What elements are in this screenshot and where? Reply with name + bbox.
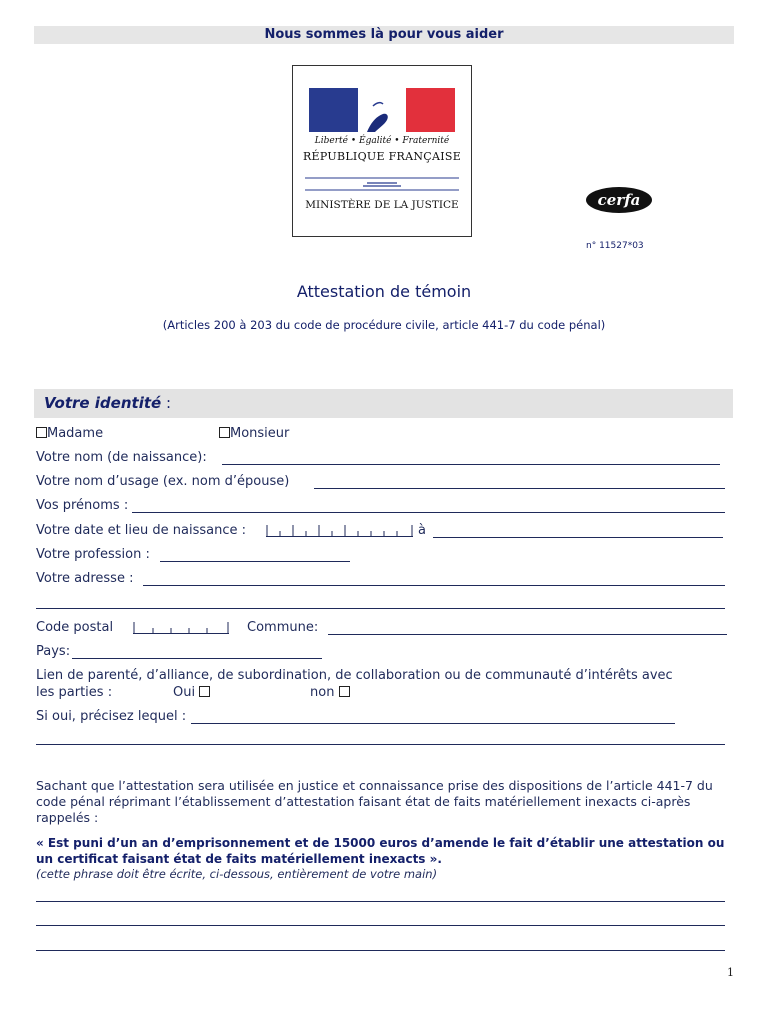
- cerfa-number: n° 11527*03: [586, 241, 644, 251]
- relation-no-label: non: [310, 685, 335, 700]
- republic-motto: Liberté • Égalité • Fraternité: [314, 136, 450, 146]
- birth-name-label: Votre nom (de naissance):: [36, 450, 207, 465]
- first-names-field[interactable]: [132, 512, 725, 513]
- address-field[interactable]: [143, 585, 725, 586]
- civility-row: [36, 426, 103, 441]
- civility-row-right: [219, 426, 289, 441]
- help-banner: Nous sommes là pour vous aider: [34, 26, 734, 44]
- birth-place-field[interactable]: [433, 537, 723, 538]
- birth-name-field[interactable]: [222, 464, 720, 465]
- monsieur-checkbox[interactable]: [219, 427, 230, 438]
- page-subtitle: (Articles 200 à 203 du code de procédure civile, article 441-7 du code pénal): [162, 318, 606, 332]
- if-yes-label: Si oui, précisez lequel :: [36, 709, 187, 724]
- address-label: Votre adresse :: [36, 571, 134, 586]
- relation-yes: [173, 685, 210, 700]
- monsieur-label: Monsieur: [230, 426, 290, 441]
- handwriting-line-1[interactable]: [36, 901, 725, 902]
- section-identity-header: [34, 389, 733, 418]
- postal-code-field[interactable]: [133, 622, 229, 634]
- french-flag-icon: [309, 88, 455, 132]
- relation-yes-label: Oui: [173, 685, 196, 700]
- law-quote: « Est puni d’un an d’emprisonnement et de 15000 euros d’amende le fait d’établir une attestation ou un certificat faisant état de faits matériellement inexacts ».: [36, 836, 725, 866]
- first-names-label: Vos prénoms :: [36, 498, 129, 513]
- profession-field[interactable]: [160, 561, 350, 562]
- relation-no-checkbox[interactable]: [339, 686, 350, 697]
- decorative-lines-icon: [305, 174, 459, 194]
- usage-name-field[interactable]: [314, 488, 725, 489]
- if-yes-field-line2[interactable]: [36, 744, 725, 745]
- marianne-icon: [349, 88, 415, 132]
- handwriting-line-3[interactable]: [36, 950, 725, 951]
- republic-name: RÉPUBLIQUE FRANÇAISE: [302, 150, 462, 163]
- ministry-name: MINISTÈRE DE LA JUSTICE: [305, 199, 459, 211]
- birth-date-label: Votre date et lieu de naissance :: [36, 523, 246, 538]
- relation-label-line1: Lien de parenté, d’alliance, de subordination, de collaboration ou de communauté d’intérêts avec: [36, 668, 673, 683]
- country-field[interactable]: [72, 658, 322, 659]
- commune-field[interactable]: [328, 634, 727, 635]
- page-number: 1: [727, 966, 734, 979]
- relation-label-line2: les parties :: [36, 685, 113, 700]
- page-title: Attestation de témoin: [296, 282, 472, 301]
- cerfa-logo-icon: [585, 186, 653, 214]
- handwriting-note: (cette phrase doit être écrite, ci-dessous, entièrement de votre main): [36, 867, 438, 881]
- madame-label: Madame: [47, 426, 104, 441]
- birth-date-field[interactable]: [266, 525, 413, 537]
- if-yes-field[interactable]: [191, 723, 675, 724]
- ministry-logo: [292, 65, 472, 237]
- relation-no: [310, 685, 350, 700]
- country-label: Pays:: [36, 644, 71, 659]
- postal-code-label: Code postal: [36, 620, 114, 635]
- profession-label: Votre profession :: [36, 547, 150, 562]
- cerfa-logo-text: cerfa: [597, 191, 641, 209]
- birth-at-label: à: [418, 523, 426, 538]
- declaration-intro: Sachant que l’attestation sera utilisée en justice et connaissance prise des dispositions de l’article 441-7 du code pénal réprimant l’établissement d’attestation faisant état de faits matériellement inexacts ci-après rappelés :: [36, 778, 713, 825]
- commune-label: Commune:: [247, 620, 319, 635]
- madame-checkbox[interactable]: [36, 427, 47, 438]
- address-field-line2[interactable]: [36, 608, 725, 609]
- section-identity-title: Votre identité: [44, 394, 162, 412]
- relation-yes-checkbox[interactable]: [199, 686, 210, 697]
- handwriting-line-2[interactable]: [36, 925, 725, 926]
- section-identity-colon: :: [161, 394, 172, 412]
- usage-name-label: Votre nom d’usage (ex. nom d’épouse): [36, 474, 290, 489]
